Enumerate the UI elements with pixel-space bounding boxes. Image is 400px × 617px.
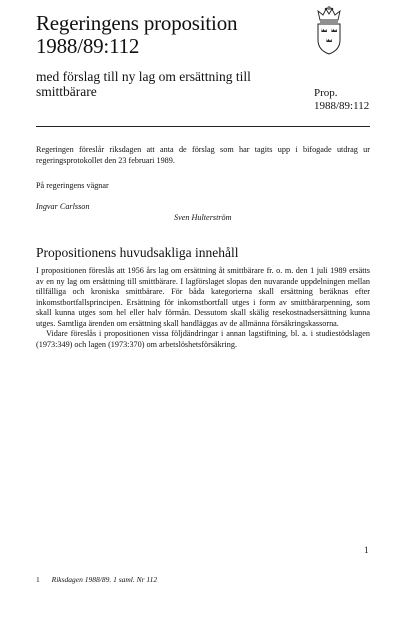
signatory-2: Sven Hulterström [174, 213, 232, 222]
title-line-2: 1988/89:112 [36, 34, 140, 58]
intro-paragraph: Regeringen föreslår riksdagen att anta de förslag som har tagits upp i bifogade utdrag ur regeringsprotokollet den 23 februari 1989. [36, 145, 370, 165]
on-behalf-text: På regeringens vägnar [36, 181, 109, 190]
page-number: 1 [364, 545, 369, 555]
header-divider [36, 126, 370, 127]
footer-number: 1 [36, 575, 40, 584]
footer-text: Riksdagen 1988/89. 1 saml. Nr 112 [51, 575, 158, 584]
summary-paragraph-2: Vidare föreslås i propositionen vissa följdändringar i annan lagstiftning, bl. a. i studiestödslagen (1973:349) och lagen (1973:370) om arbetslöshetsförsäkring. [36, 329, 370, 349]
prop-label: Prop. [314, 87, 338, 99]
title-line-1: Regeringens proposition [36, 11, 238, 35]
crown-emblem-icon [312, 6, 346, 56]
summary-body [36, 266, 370, 350]
document-subtitle: med förslag till ny lag om ersättning till smittbärare [36, 69, 251, 99]
footer [36, 575, 157, 584]
signatory-1: Ingvar Carlsson [36, 202, 90, 211]
prop-number: 1988/89:112 [314, 100, 370, 112]
proposition-reference [314, 87, 369, 113]
document-title [36, 12, 237, 58]
summary-heading: Propositionens huvudsakliga innehåll [36, 245, 239, 260]
summary-paragraph-1: I propositionen föreslås att 1956 års lag om ersättning åt smittbärare fr. o. m. den 1 juli 1989 ersätts av en ny lag om ersättning till smittbärare. I lagförslaget slopas den nuvarande uppdelningen mellan tillfälliga och kroniska smittbärare. För båda kategorierna skall ersättning beräknas efter inkomstbortfallsprincipen. Ersättning för inkomstbortfall utges i form av smittbärarpenning, som skall kunna utges som hel eller halv förmån. Dessutom skall skälig resekostnadsersättning kunna utges. Samtliga ärenden om ersättning skall handläggas av de allmänna försäkringskassorna. [36, 266, 370, 328]
